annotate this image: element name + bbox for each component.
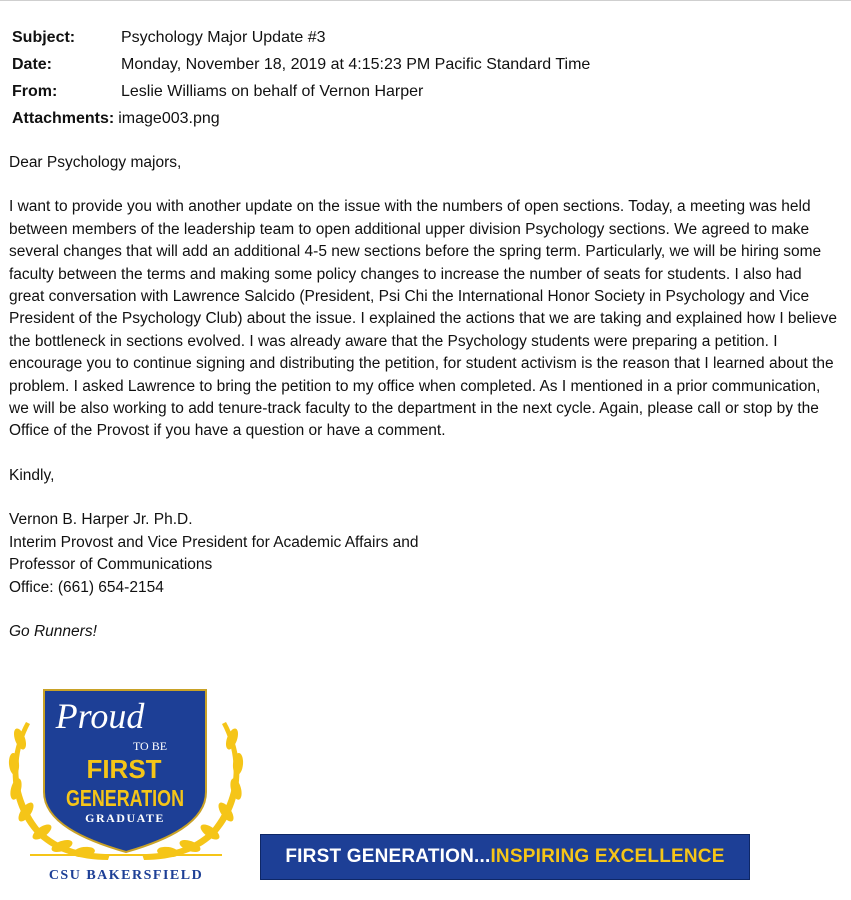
closing: Kindly,: [9, 466, 55, 484]
from-value: Leslie Williams on behalf of Vernon Harper: [121, 82, 424, 100]
signature-title-2: Professor of Communications: [9, 556, 213, 574]
signature-name: Vernon B. Harper Jr. Ph.D.: [9, 511, 193, 529]
attachment-link[interactable]: image003.png: [118, 109, 220, 127]
banner-text-white: FIRST GENERATION...: [285, 846, 491, 867]
motto: Go Runners!: [9, 622, 97, 640]
attachments-row: [12, 105, 590, 132]
logo-campus: CSU BAKERSFIELD: [48, 868, 204, 883]
email-body: [9, 152, 841, 643]
signature-block: [9, 509, 841, 599]
signature-title-1: Interim Provost and Vice President for Academic Affairs and: [9, 533, 419, 551]
from-row: [12, 78, 590, 105]
subject-row: [12, 24, 590, 51]
logo-to-be: TO BE: [132, 739, 168, 753]
greeting: Dear Psychology majors,: [9, 154, 182, 171]
logo-first: FIRST: [86, 754, 162, 784]
date-label: Date:: [12, 55, 53, 73]
from-label: From:: [12, 82, 58, 100]
logo-generation: GENERATION: [66, 785, 184, 811]
logo-graduate: GRADUATE: [85, 811, 165, 825]
subject-value: Psychology Major Update #3: [121, 28, 326, 46]
email-header: [12, 24, 590, 132]
banner-text-gold: INSPIRING EXCELLENCE: [490, 846, 725, 867]
logo-proud: Proud: [55, 696, 145, 736]
proud-first-gen-badge: [0, 684, 250, 896]
date-value: Monday, November 18, 2019 at 4:15:23 PM Pacific Standard Time: [121, 55, 591, 73]
date-row: [12, 51, 590, 78]
first-generation-logo: [0, 684, 250, 896]
signature-office: Office: (661) 654-2154: [9, 578, 164, 596]
subject-label: Subject:: [12, 28, 76, 46]
attachments-label: Attachments:: [12, 109, 115, 127]
inspiring-excellence-banner: [260, 834, 750, 880]
logo-gold-rule: [30, 854, 222, 856]
body-paragraph: I want to provide you with another update on the issue with the numbers of open sections. Today, a meeting was held between members of the leadership team to open additional upper division Psychology sections. We agreed to make several changes that will add an additional 4-5 new sections before the spring term. Particularly, we will be hiring some faculty between the terms and making some policy changes to increase the number of seats for students. I also had great conversation with Lawrence Salcido (President, Psi Chi the International Honor Society in Psychology and Vice President of the Psychology Club) about the issue. I explained the actions that we are taking and explained how I believe the bottleneck in sections evolved. I was already aware that the Psychology students were preparing a petition. I encourage you to continue signing and distributing the petition, for student activism is the reason that I learned about the problem. I asked Lawrence to bring the petition to my office when completed. As I mentioned in a prior communication, we will be also working to add tenure-track faculty to the department in the next cycle. Again, please call or stop by the Office of the Provost if you have a question or have a comment.: [9, 198, 838, 440]
top-divider: [0, 0, 851, 1]
